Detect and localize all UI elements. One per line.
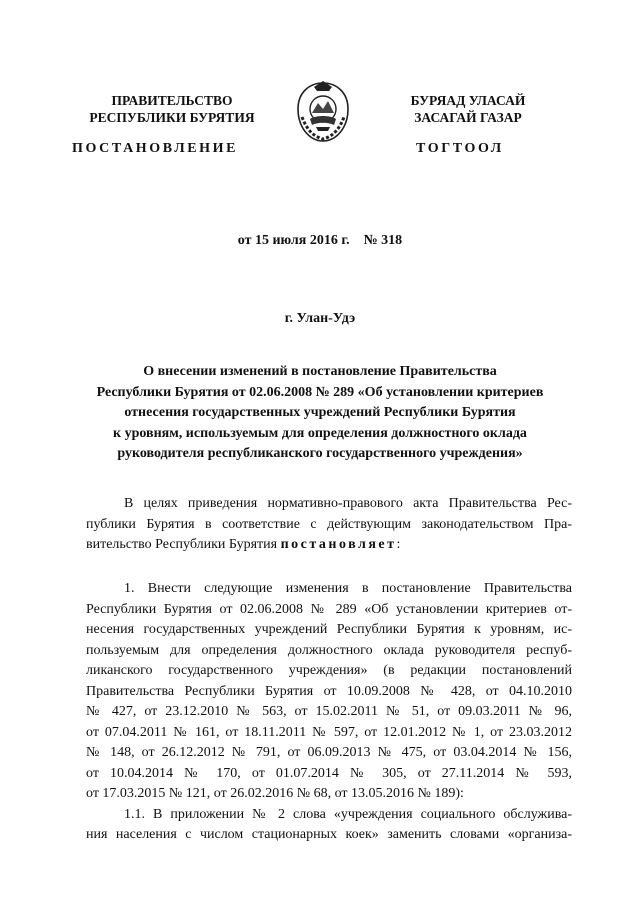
paragraph-line: несения государственных учреждений Республики Бурятия к уровням, ис- [86, 622, 572, 637]
preamble-paragraph [86, 494, 572, 556]
issuer-russian-line: РЕСПУБЛИКИ БУРЯТИЯ [89, 110, 255, 125]
paragraph-line: Республики Бурятия от 02.06.2008 № 289 «Об установлении критериев от- [86, 601, 572, 617]
paragraph-line: от 17.03.2015 № 121, от 26.02.2016 № 68, от 13.05.2016 № 189): [86, 786, 464, 801]
issuer-russian-line: ПРАВИТЕЛЬСТВО [111, 93, 233, 108]
paragraph-line: № 148, от 26.12.2012 № 791, от 06.09.2013 № 475, от 03.04.2014 № 156, [86, 745, 572, 760]
preamble-colon: : [396, 537, 401, 552]
preamble-text: вительство Республики Бурятия [86, 537, 281, 552]
title-line: к уровням, используемым для определения должностного оклада [113, 425, 527, 441]
act-type-buryat: ТОГТООЛ [416, 141, 504, 156]
coat-of-arms-emblem [294, 79, 352, 145]
title-line: Республики Бурятия от 02.06.2008 № 289 «Об установлении критериев [96, 384, 544, 400]
act-type-russian: ПОСТАНОВЛЕНИЕ [72, 141, 239, 156]
title-line: руководителя республиканского государственного учреждения» [117, 446, 523, 461]
document-date-number: от 15 июля 2016 г. № 318 [237, 233, 403, 248]
paragraph-line: Правительства Республики Бурятия от 10.09.2008 № 428, от 04.10.2010 [86, 683, 572, 699]
document-city: г. Улан-Удэ [284, 311, 356, 326]
preamble-line: В целях приведения нормативно-правового акта Правительства Рес- [124, 496, 572, 511]
issuer-buryat-line: БУРЯАД УЛАСАЙ [410, 93, 526, 108]
paragraph-line: № 427, от 23.12.2010 № 563, от 15.02.2011 № 51, от 09.03.2011 № 96, [86, 704, 572, 719]
paragraph-line: ликанского государственного учреждения» (в редакции постановлений [86, 663, 572, 678]
preamble-line: публики Бурятия в соответствие с действующим законодательством Пра- [86, 516, 572, 532]
paragraph-line: ния населения с числом стационарных коек» заменить словами «организа- [86, 827, 572, 842]
issuer-russian [62, 92, 282, 126]
paragraph-line: пользуемым для определения должностного оклада руководителя респуб- [86, 642, 572, 658]
title-line: отнесения государственных учреждений Республики Бурятия [124, 405, 516, 420]
title-line: О внесении изменений в постановление Правительства [143, 364, 497, 379]
paragraph-line: 1.1. В приложении № 2 слова «учреждения социального обслужива- [124, 806, 572, 822]
document-title [80, 362, 560, 465]
paragraph-line: от 07.04.2011 № 161, от 18.11.2011 № 597, от 12.01.2012 № 1, от 23.03.2012 [86, 724, 572, 740]
preamble-line [86, 535, 572, 556]
paragraph-1 [86, 579, 572, 846]
paragraph-line: от 10.04.2014 № 170, от 01.07.2014 № 305, от 27.11.2014 № 593, [86, 765, 572, 781]
paragraph-line: 1. Внести следующие изменения в постановление Правительства [124, 581, 572, 596]
issuer-buryat [358, 92, 578, 126]
issuer-buryat-line: ЗАСАГАЙ ГАЗАР [414, 110, 522, 125]
resolves-emphasis: постановляет [280, 537, 397, 552]
